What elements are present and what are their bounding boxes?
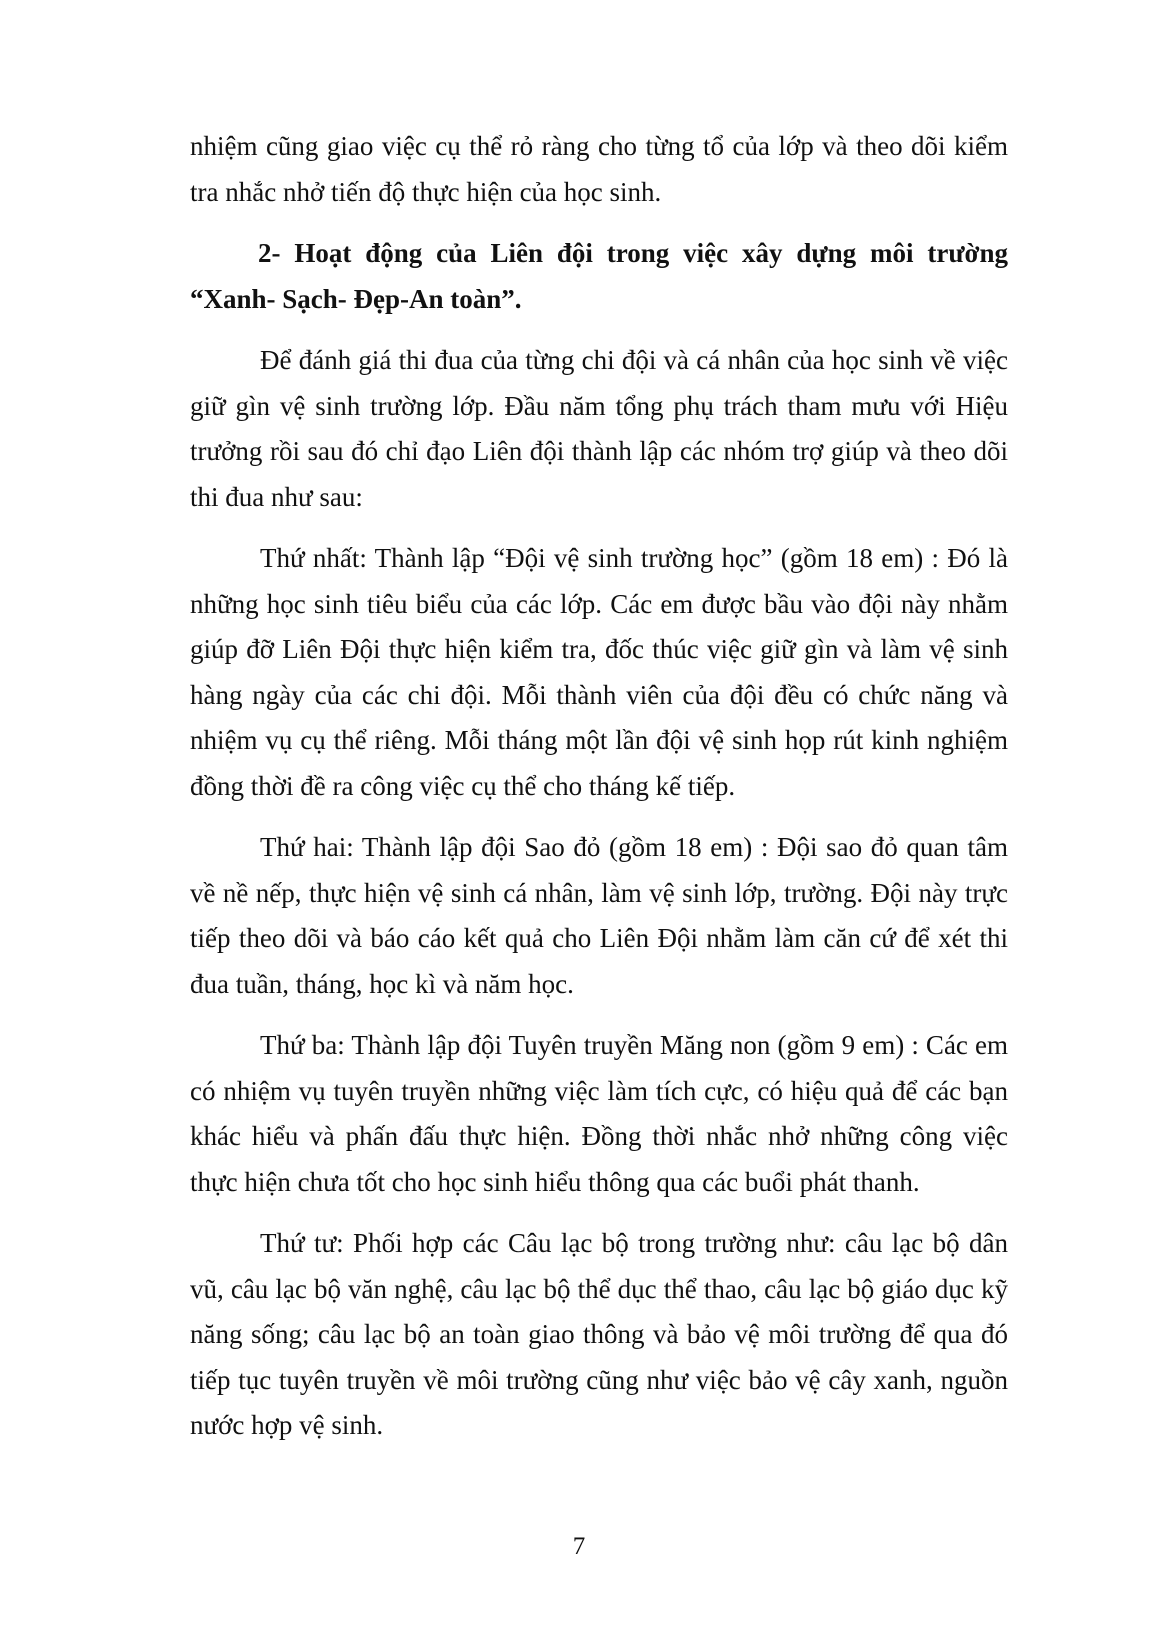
paragraph-second: Thứ hai: Thành lập đội Sao đỏ (gồm 18 em) : Đội sao đỏ quan tâm về nề nếp, thực hiện vệ sinh cá nhân, làm vệ sinh lớp, trường. Đội này trực tiếp theo dõi và báo cáo kết quả cho Liên Đội nhằm làm căn cứ để xét thi đua tuần, tháng, học kì và năm học. — [190, 832, 1008, 999]
paragraph-continuation: nhiệm cũng giao việc cụ thể rỏ ràng cho từng tổ của lớp và theo dõi kiểm tra nhắc nhở tiến độ thực hiện của học sinh. — [190, 131, 1008, 207]
paragraph-intro: Để đánh giá thi đua của từng chi đội và cá nhân của học sinh về việc giữ gìn vệ sinh trường lớp. Đầu năm tổng phụ trách tham mưu với Hiệu trưởng rồi sau đó chỉ đạo Liên đội thành lập các nhóm trợ giúp và theo dõi thi đua như sau: — [190, 345, 1008, 512]
document-body — [190, 124, 1008, 1465]
paragraph-fourth: Thứ tư: Phối hợp các Câu lạc bộ trong trường như: câu lạc bộ dân vũ, câu lạc bộ văn nghệ, câu lạc bộ thể dục thể thao, câu lạc bộ giáo dục kỹ năng sống; câu lạc bộ an toàn giao thông và bảo vệ môi trường để qua đó tiếp tục tuyên truyền về môi trường cũng như việc bảo vệ cây xanh, nguồn nước hợp vệ sinh. — [190, 1228, 1008, 1440]
section-heading: 2- Hoạt động của Liên đội trong việc xây dựng môi trường “Xanh- Sạch- Đẹp-An toàn”. — [190, 238, 1008, 314]
page-number: 7 — [572, 1533, 586, 1560]
paragraph-first: Thứ nhất: Thành lập “Đội vệ sinh trường học” (gồm 18 em) : Đó là những học sinh tiêu biểu của các lớp. Các em được bầu vào đội này nhằm giúp đỡ Liên Đội thực hiện kiểm tra, đốc thúc việc giữ gìn và làm vệ sinh hàng ngày của các chi đội. Mỗi thành viên của đội đều có chức năng và nhiệm vụ cụ thể riêng. Mỗi tháng một lần đội vệ sinh họp rút kinh nghiệm đồng thời đề ra công việc cụ thể cho tháng kế tiếp. — [190, 543, 1008, 801]
paragraph-third: Thứ ba: Thành lập đội Tuyên truyền Măng non (gồm 9 em) : Các em có nhiệm vụ tuyên truyền những việc làm tích cực, có hiệu quả để các bạn khác hiểu và phấn đấu thực hiện. Đồng thời nhắc nhở những công việc thực hiện chưa tốt cho học sinh hiểu thông qua các buổi phát thanh. — [190, 1030, 1008, 1197]
